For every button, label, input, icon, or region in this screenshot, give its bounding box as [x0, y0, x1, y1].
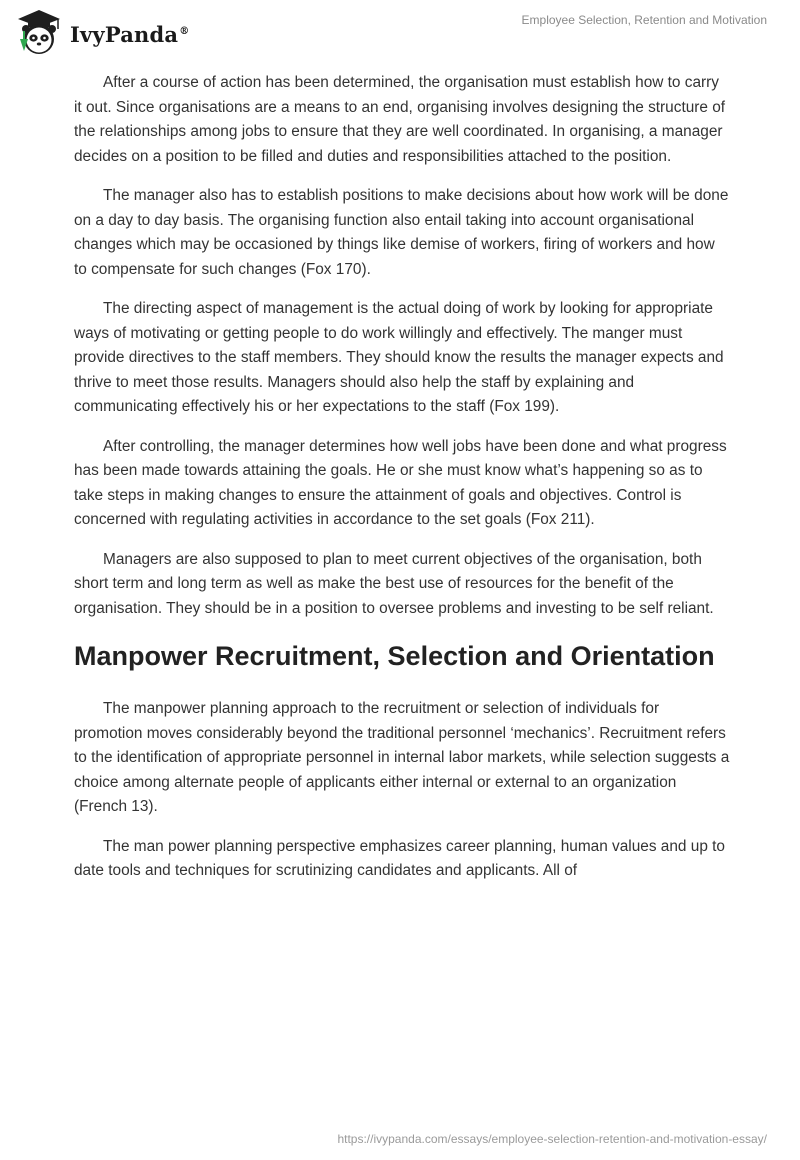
source-url[interactable]: https://ivypanda.com/essays/employee-selection-retention-and-motivation-essay/ — [337, 1132, 767, 1146]
paragraph-positions: The manager also has to establish positions to make decisions about how work will be done on a day to day basis. The organising function also entail taking into account organisational changes which may be occasioned by things like demise of workers, firing of workers and how to compensate for such changes (Fox 170). — [74, 187, 729, 278]
paragraph-organising: After a course of action has been determined, the organisation must establish how to carry it out. Since organisations are a means to an end, organising involves designing the structure of the relationships among jobs to ensure that they are well coordinated. In organising, a manager decides on a position to be filled and duties and responsibilities attached to the position. — [74, 74, 726, 165]
paragraph-directing: The directing aspect of management is the actual doing of work by looking for appropriate ways of motivating or getting people to do work willingly and effectively. The manger must provide directives to the staff members. They should know the results the manager expects and thrive to meet those results. Managers should also help the staff by explaining and communicating effectively his or her expectations to the staff (Fox 199). — [74, 300, 724, 415]
paragraph-controlling: After controlling, the manager determines how well jobs have been done and what progress has been made towards attaining the goals. He or she must know what’s happening so as to take steps in making changes to ensure the attainment of goals and objectives. Control is concerned with regulating activities in accordance to the set goals (Fox 211). — [74, 437, 727, 528]
section-heading: Manpower Recruitment, Selection and Orientation — [74, 641, 715, 671]
document-title: Employee Selection, Retention and Motivation — [521, 13, 767, 27]
paragraph-career-planning: The man power planning perspective emphasizes career planning, human values and up to date tools and techniques for scrutinizing candidates and applicants. All of — [74, 837, 725, 879]
essay-content — [74, 71, 730, 899]
page-header — [0, 0, 800, 60]
panda-graduate-icon — [14, 9, 64, 57]
paragraph-recruitment: The manpower planning approach to the recruitment or selection of individuals for promotion moves considerably beyond the traditional personnel ‘mechanics’. Recruitment refers to the identification of appropriate personnel in internal labor markets, while selection suggests a choice among alternate people of applicants either internal or external to an organization (French 13). — [74, 700, 730, 815]
paragraph-planning: Managers are also supposed to plan to meet current objectives of the organisation, both short term and long term as well as make the best use of resources for the benefit of the organisation. They should be in a position to oversee problems and investing to be self reliant. — [74, 550, 714, 617]
registered-mark: ® — [179, 25, 190, 37]
brand-name — [70, 22, 189, 47]
ivypanda-logo[interactable] — [14, 9, 189, 57]
brand-text: IvyPanda — [70, 21, 179, 47]
